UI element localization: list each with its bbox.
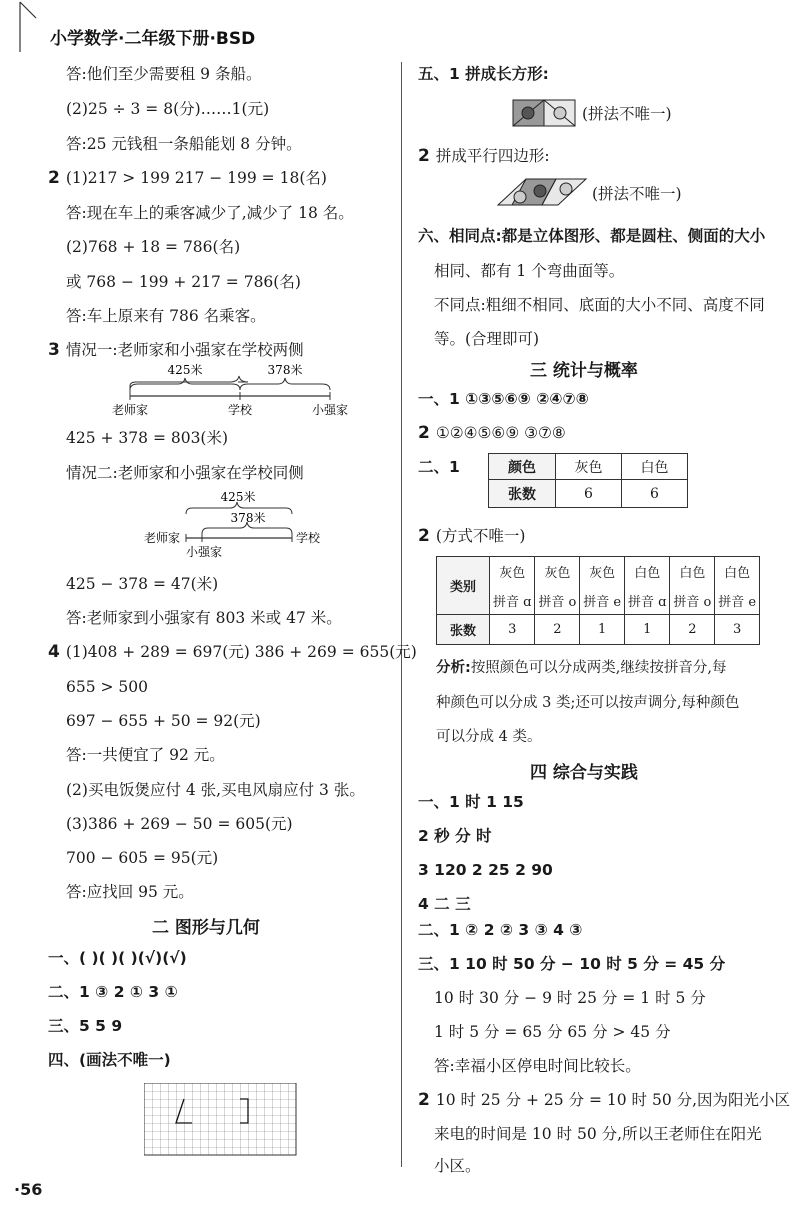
answer-line: 一、( )( )( )(√)(√) — [48, 949, 187, 967]
answer-line: 2 ①②④⑤⑥⑨ ③⑦⑧ — [418, 423, 566, 443]
color-count-table: 颜色 灰色 白色 张数 6 6 — [488, 453, 688, 508]
segment-label: 378米 — [230, 511, 266, 525]
rectangle-figure — [512, 99, 578, 129]
analysis-line: 分析:按照颜色可以分成两类,继续按拼音分,每 — [436, 660, 727, 676]
answer-line: 3 120 2 25 2 90 — [418, 861, 553, 879]
point-label: 学校 — [296, 531, 321, 545]
distance-diagram-2 — [130, 490, 360, 560]
answer-line: 答:25 元钱租一条船能划 8 分钟。 — [66, 135, 302, 153]
answer-line: 不同点:粗细不相同、底面的大小不同、高度不同 — [434, 296, 765, 314]
question-number: 3 — [48, 340, 60, 360]
answer-line: 2 (方式不唯一) — [418, 526, 526, 546]
answer-line: 来电的时间是 10 时 50 分,所以王老师住在阳光 — [434, 1125, 762, 1143]
answer-line: 四、(画法不唯一) — [48, 1051, 171, 1069]
answer-line: (3)386 + 269 − 50 = 605(元) — [66, 815, 293, 833]
answer-line: 10 时 30 分 − 9 时 25 分 = 1 时 5 分 — [434, 989, 706, 1007]
classification-table: 类别 灰色 拼音 ɑ 灰色 拼音 o 灰色 拼音 e 白色 拼音 ɑ 白色 拼音 o 白色 拼音 e 张数 3 2 1 1 2 3 — [436, 556, 760, 645]
answer-line: 1 时 5 分 = 65 分 65 分 > 45 分 — [434, 1023, 671, 1041]
page-number: ·56 — [14, 1180, 43, 1199]
point-label: 老师家 — [143, 531, 180, 545]
answer-line: 三、1 10 时 50 分 − 10 时 5 分 = 45 分 — [418, 955, 726, 973]
answer-line: 答:应找回 95 元。 — [66, 883, 194, 901]
distance-diagram-1 — [100, 362, 370, 418]
point-label: 小强家 — [185, 545, 223, 559]
drawing-grid — [144, 1083, 300, 1161]
answer-line: 答:他们至少需要租 9 条船。 — [66, 65, 262, 83]
question-number: 2 — [418, 146, 430, 166]
answer-line: 425 + 378 = 803(米) — [66, 429, 229, 447]
point-label: 老师家 — [111, 403, 149, 417]
page-header: 小学数学·二年级下册·BSD — [50, 29, 256, 49]
segment-label: 378米 — [267, 363, 303, 377]
section-title: 二 图形与几何 — [152, 918, 260, 938]
answer-line: 或 768 − 199 + 217 = 786(名) — [66, 273, 301, 291]
answer-line: 4 二 三 — [418, 895, 471, 913]
answer-line: 五、1 拼成长方形: — [418, 65, 549, 83]
point-label: 小强家 — [311, 403, 349, 417]
question-2: 2 拼成平行四边形: — [418, 146, 550, 166]
question-2: 2 (1)217 > 199 217 − 199 = 18(名) — [48, 168, 327, 188]
corner-decoration — [0, 0, 40, 60]
answer-line: 655 > 500 — [66, 678, 149, 696]
answer-line: (2)768 + 18 = 786(名) — [66, 238, 241, 256]
answer-line: (2)买电饭煲应付 4 张,买电风扇应付 3 张。 — [66, 781, 365, 799]
column-divider — [401, 62, 402, 1167]
question-number: 4 — [48, 642, 60, 662]
answer-line: 等。(合理即可) — [434, 330, 540, 348]
question-number: 2 — [48, 168, 60, 188]
answer-line: 二、1 — [418, 458, 460, 476]
answer-line: 情况二:老师家和小强家在学校同侧 — [66, 464, 304, 482]
answer-line: 一、1 ①③⑤⑥⑨ ②④⑦⑧ — [418, 390, 589, 408]
note: (拼法不唯一) — [582, 105, 672, 123]
analysis-line: 种颜色可以分成 3 类;还可以按声调分,每种颜色 — [436, 695, 740, 711]
question-4: 4 (1)408 + 289 = 697(元) 386 + 269 = 655(元) — [48, 642, 417, 662]
note: (拼法不唯一) — [592, 185, 682, 203]
answer-line: 425 − 378 = 47(米) — [66, 575, 219, 593]
analysis-line: 可以分成 4 类。 — [436, 729, 542, 745]
segment-label: 425米 — [167, 363, 203, 377]
answer-line: 答:一共便宜了 92 元。 — [66, 746, 225, 764]
answer-line: 六、相同点:都是立体图形、都是圆柱、侧面的大小 — [418, 227, 766, 245]
parallelogram-figure — [496, 177, 588, 209]
answer-line: 697 − 655 + 50 = 92(元) — [66, 712, 261, 730]
answer-line: 答:老师家到小强家有 803 米或 47 米。 — [66, 609, 342, 627]
answer-line: 答:车上原来有 786 名乘客。 — [66, 307, 266, 325]
segment-label: 425米 — [220, 490, 256, 504]
answer-line: 小区。 — [434, 1157, 481, 1175]
answer-line: 二、1 ③ 2 ① 3 ① — [48, 983, 178, 1001]
answer-line: 答:幸福小区停电时间比较长。 — [434, 1057, 641, 1075]
answer-line: 答:现在车上的乘客减少了,减少了 18 名。 — [66, 204, 354, 222]
answer-line: (2)25 ÷ 3 = 8(分)……1(元) — [66, 100, 270, 118]
answer-line: 2 10 时 25 分 + 25 分 = 10 时 50 分,因为阳光小区 — [418, 1090, 791, 1110]
point-label: 学校 — [227, 403, 253, 417]
answer-line: 三、5 5 9 — [48, 1017, 123, 1035]
answer-line: 2 秒 分 时 — [418, 827, 492, 845]
question-3: 3 情况一:老师家和小强家在学校两侧 — [48, 340, 304, 360]
answer-line: 相同、都有 1 个弯曲面等。 — [434, 262, 625, 280]
answer-line: 一、1 时 1 15 — [418, 793, 524, 811]
answer-line: 700 − 605 = 95(元) — [66, 849, 219, 867]
answer-line: 二、1 ② 2 ② 3 ③ 4 ③ — [418, 921, 583, 939]
section-title: 四 综合与实践 — [530, 763, 638, 783]
section-title: 三 统计与概率 — [530, 361, 638, 381]
